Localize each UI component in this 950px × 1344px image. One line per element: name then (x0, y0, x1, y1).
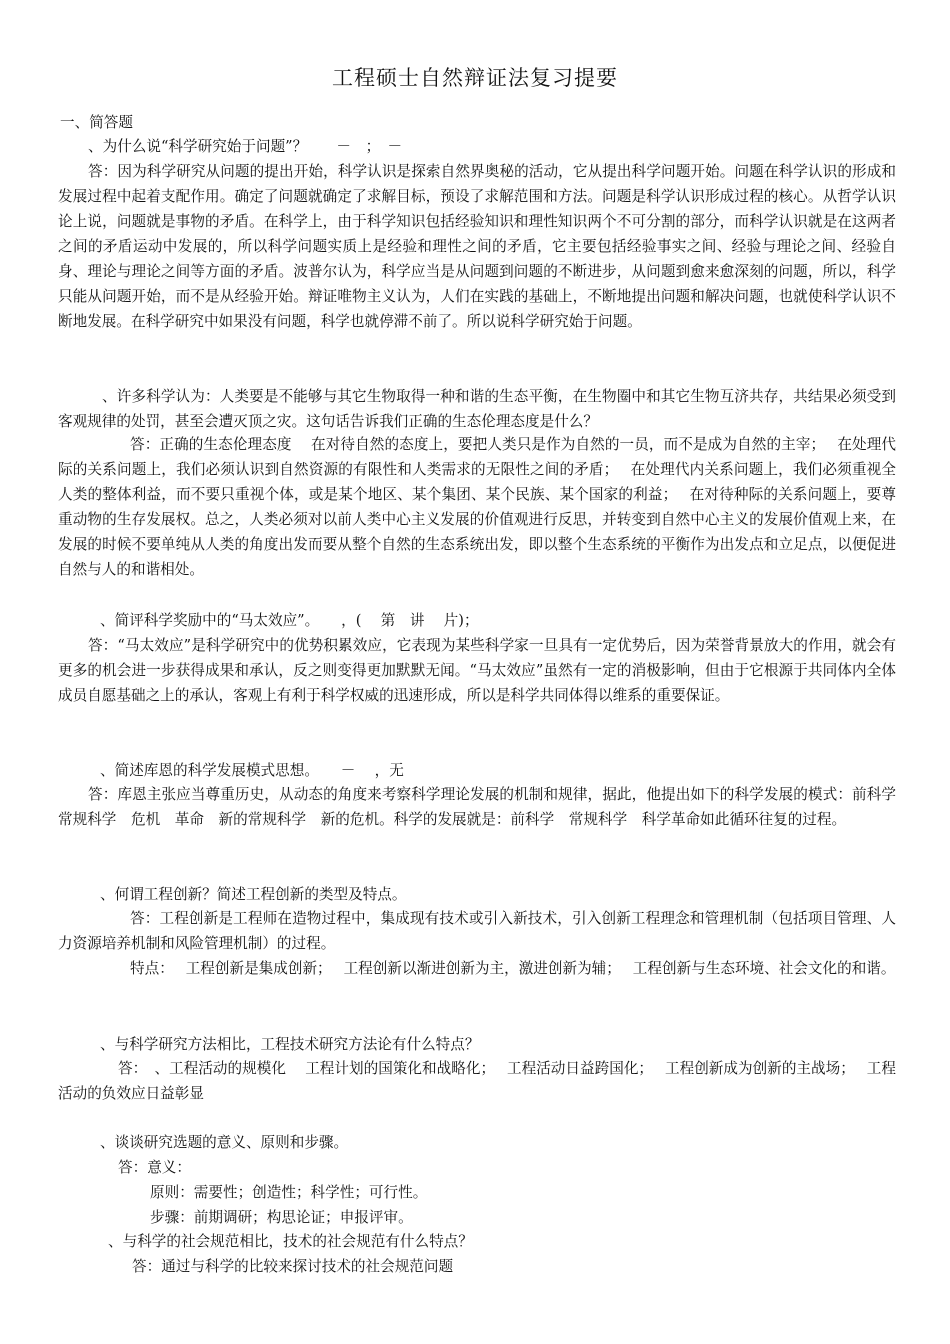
answer-1: 答：因为科学研究从问题的提出开始，科学认识是探索自然界奥秘的活动，它从提出科学问题开始。问题在科学认识的形成和发展过程中起着支配作用。确定了问题就确定了求解目标，预设了求解范围和方法。问题是科学认识形成过程的核心。从哲学认识论上说，问题就是事物的矛盾。在科学上，由于科学知识包括经验知识和理性知识两个不可分割的部分，而科学认识就是在这两者之间的矛盾运动中发展的，所以科学问题实质上是经验和理性之间的矛盾，它主要包括经验事实之间、经验与理论之间、经验自身、理论与理论之间等方面的矛盾。波普尔认为，科学应当是从问题到问题的不断进步，从问题到愈来愈深刻的问题，所以，科学只能从问题开始，而不是从经验开始。辩证唯物主义认为，人们在实践的基础上，不断地提出问题和解决问题，也就使科学认识不断地发展。在科学研究中如果没有问题，科学也就停滞不前了。所以说科学研究始于问题。 (58, 163, 896, 330)
question-8: 、与科学的社会规范相比，技术的社会规范有什么特点？ (108, 1233, 473, 1250)
section-heading-short-answer: 一、简答题 (60, 114, 133, 131)
answer-2: 答：正确的生态伦理态度 在对待自然的态度上，要把人类只是作为自然的一员，而不是成为自然的主宰； 在处理代际的关系问题上，我们必须认识到自然资源的有限性和人类需求的无限性之间的矛盾； 在处理代内关系问题上，我们必须重视全人类的整体利益，而不要只重视个体，或是某个地区、某个集团、某个民族、某个国家的利益； 在对待种际的关系问题上，要尊重动物的生存发展权。总之，人类必须对以前人类中心主义发展的价值观进行反思，并转变到自然中心主义的发展价值观上来，在发展的时候不要单纯从人类的角度出发而要从整个自然的生态系统出发，即以整个生态系统的平衡作为出发点和立足点，以便促进自然与人的和谐相处。 (58, 436, 896, 578)
question-5: 、何谓工程创新？简述工程创新的类型及特点。 (100, 886, 407, 903)
document-title: 工程硕士自然辩证法复习提要 (332, 66, 618, 90)
answer-7-principle: 原则：需要性；创造性；科学性；可行性。 (150, 1184, 428, 1201)
question-6: 、与科学研究方法相比，工程技术研究方法论有什么特点？ (100, 1036, 480, 1053)
question-4: 、简述库恩的科学发展模式思想。 － ，无 (100, 762, 404, 779)
answer-7-steps: 步骤：前期调研；构思论证；申报评审。 (150, 1209, 413, 1226)
answer-3: 答：“马太效应”是科学研究中的优势积累效应，它表现为某些科学家一旦具有一定优势后，因为荣誉背景放大的作用，就会有更多的机会进一步获得成果和承认，反之则变得更加默默无闻。“马太效应”虽然有一定的消极影响，但由于它根源于共同体内全体成员自愿基础之上的承认，客观上有利于科学权威的迅速形成，所以是科学共同体得以维系的重要保证。 (58, 637, 896, 704)
question-7: 、谈谈研究选题的意义、原则和步骤。 (100, 1134, 349, 1151)
answer-8: 答：通过与科学的比较来探讨技术的社会规范问题 (132, 1258, 454, 1275)
answer-7-meaning: 答：意义： (118, 1159, 191, 1176)
answer-5-features: 特点： 工程创新是集成创新； 工程创新以渐进创新为主，激进创新为辅； 工程创新与生态环境、社会文化的和谐。 (130, 960, 896, 977)
question-2: 、许多科学认为：人类要是不能够与其它生物取得一种和谐的生态平衡，在生物圈中和其它生物互济共存，共结果必须受到客观规律的处罚，甚至会遭灭顶之灾。这句话告诉我们正确的生态伦理态度是什么？ (58, 388, 896, 430)
question-3: 、简评科学奖励中的“马太效应”。 ，( 第 讲 片)； (100, 612, 479, 629)
answer-4: 答：库恩主张应当尊重历史，从动态的角度来考察科学理论发展的机制和规律，据此，他提出如下的科学发展的模式：前科学 常规科学 危机 革命 新的常规科学 新的危机。科学的发展就是：前科学 常规科学 科学革命如此循环往复的过程。 (58, 786, 911, 828)
question-1: 、为什么说“科学研究始于问题”？ － ； － (88, 138, 403, 155)
answer-5: 答：工程创新是工程师在造物过程中，集成现有技术或引入新技术，引入创新工程理念和管理机制（包括项目管理、人力资源培养机制和风险管理机制）的过程。 (58, 910, 896, 952)
answer-6: 答： 、工程活动的规模化 工程计划的国策化和战略化； 工程活动日益跨国化； 工程创新成为创新的主战场； 工程活动的负效应日益彰显 (58, 1060, 896, 1102)
